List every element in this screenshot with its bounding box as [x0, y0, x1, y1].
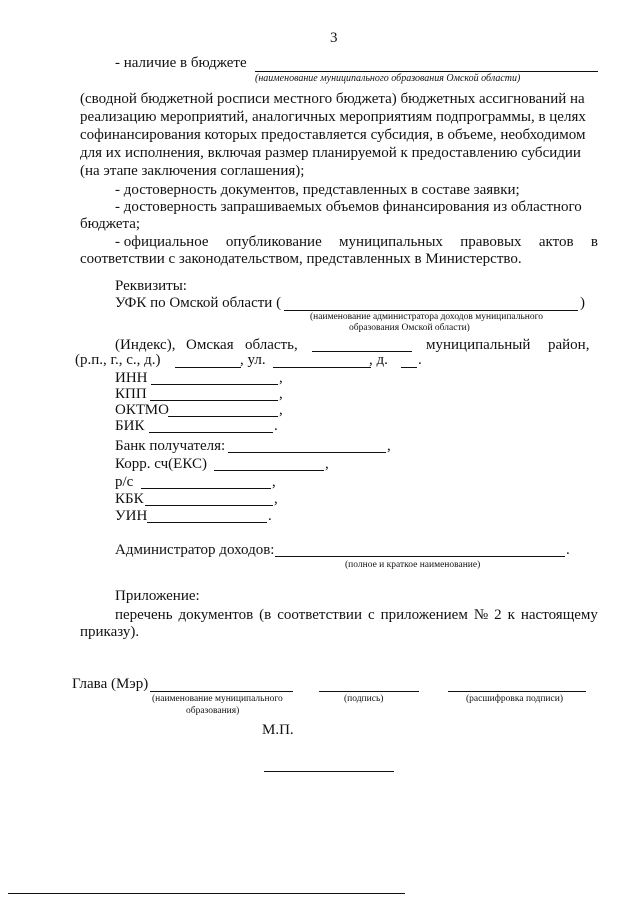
availability-label: - наличие в бюджете [115, 55, 247, 71]
inn-label: ИНН [115, 370, 148, 386]
uin-label: УИН [115, 508, 148, 524]
oktmo-line [168, 416, 278, 417]
admin-caption: (полное и краткое наименование) [345, 560, 481, 570]
admin-line [275, 556, 565, 557]
ufk-fill-line [284, 310, 578, 311]
bullet-docs: - достоверность документов, представленных в составе заявки; [115, 182, 520, 198]
requisites-heading: Реквизиты: [115, 278, 187, 294]
kbk-line [145, 505, 273, 506]
bik-line [149, 432, 273, 433]
appendix-line-2: приказу). [80, 624, 140, 640]
inn-line [151, 384, 278, 385]
separator-line [264, 771, 394, 772]
address-w2: Омская [186, 337, 234, 353]
bullet-publication-1: - официальное опубликование муниципальных правовых актов в [115, 234, 598, 250]
caption-name-1: (наименование муниципального [152, 694, 283, 704]
head-name-line [150, 691, 293, 692]
availability-line-1: (сводной бюджетной росписи местного бюджета) бюджетных ассигнований на [80, 91, 585, 107]
ufk-caption-2: образования Омской области) [349, 323, 470, 333]
address-w5: район, [548, 337, 590, 353]
availability-line-5: (на этапе заключения соглашения); [80, 163, 305, 179]
rs-comma: , [272, 474, 276, 490]
bullet-publication-2: соответствии с законодательством, представленных в Министерство. [80, 251, 522, 267]
corr-line [214, 470, 324, 471]
oktmo-label: ОКТМО [115, 402, 169, 418]
address-line2-a: (р.п., г., с., д.) [75, 352, 161, 368]
ufk-caption-1: (наименование администратора доходов муниципального [310, 312, 544, 322]
page-number: 3 [330, 30, 338, 46]
rs-line [141, 488, 271, 489]
head-sign-line [319, 691, 419, 692]
caption-name-2: образования) [186, 706, 240, 716]
oktmo-comma: , [279, 402, 283, 418]
address-line2-c: , д. [369, 352, 388, 368]
address-region-line [312, 351, 412, 352]
bullet-funding-2: бюджета; [80, 216, 141, 232]
ufk-label: УФК по Омской области ( [115, 295, 282, 311]
rs-label: р/с [115, 474, 134, 490]
availability-line-3: софинансирования которых предоставляется субсидия, в объеме, необходимом [80, 127, 586, 143]
address-w4: муниципальный [426, 337, 531, 353]
availability-line-2: реализацию мероприятий, аналогичных мероприятиям подпрограммы, в целях [80, 109, 586, 125]
kbk-label: КБК [115, 491, 144, 507]
appendix-line-1: перечень документов (в соответствии с приложением № 2 к настоящему [115, 607, 598, 623]
head-decode-line [448, 691, 586, 692]
availability-line-4: для их исполнения, включая размер планируемой к предоставлению субсидии [80, 145, 581, 161]
corr-comma: , [325, 456, 329, 472]
appendix-heading: Приложение: [115, 588, 200, 604]
admin-label: Администратор доходов: [115, 542, 275, 558]
inn-comma: , [279, 370, 283, 386]
kpp-label: КПП [115, 386, 147, 402]
address-line2-period: . [418, 352, 422, 368]
address-w1: (Индекс), [115, 337, 176, 353]
availability-fill-line [255, 71, 598, 72]
address-settlement-line [175, 367, 241, 368]
admin-period: . [566, 542, 570, 558]
availability-caption: (наименование муниципального образования Омской области) [255, 73, 521, 84]
bank-label: Банк получателя: [115, 438, 226, 454]
caption-decode: (расшифровка подписи) [466, 694, 563, 704]
bank-line [228, 452, 386, 453]
bik-label: БИК [115, 418, 145, 434]
stamp-label: М.П. [262, 722, 294, 738]
footer-line [8, 893, 405, 894]
address-street-line [273, 367, 371, 368]
corr-label: Корр. сч(ЕКС) [115, 456, 207, 472]
address-w3: область, [245, 337, 298, 353]
kbk-comma: , [274, 491, 278, 507]
bullet-funding-1: - достоверность запрашиваемых объемов финансирования из областного [115, 199, 582, 215]
kpp-line [150, 400, 278, 401]
uin-line [147, 522, 267, 523]
kpp-comma: , [279, 386, 283, 402]
bik-period: . [274, 418, 278, 434]
ufk-close: ) [580, 295, 585, 311]
caption-sign: (подпись) [344, 694, 384, 704]
bank-comma: , [387, 438, 391, 454]
head-label: Глава (Мэр) [72, 676, 149, 692]
address-line2-b: , ул. [240, 352, 266, 368]
uin-period: . [268, 508, 272, 524]
address-house-line [401, 367, 417, 368]
